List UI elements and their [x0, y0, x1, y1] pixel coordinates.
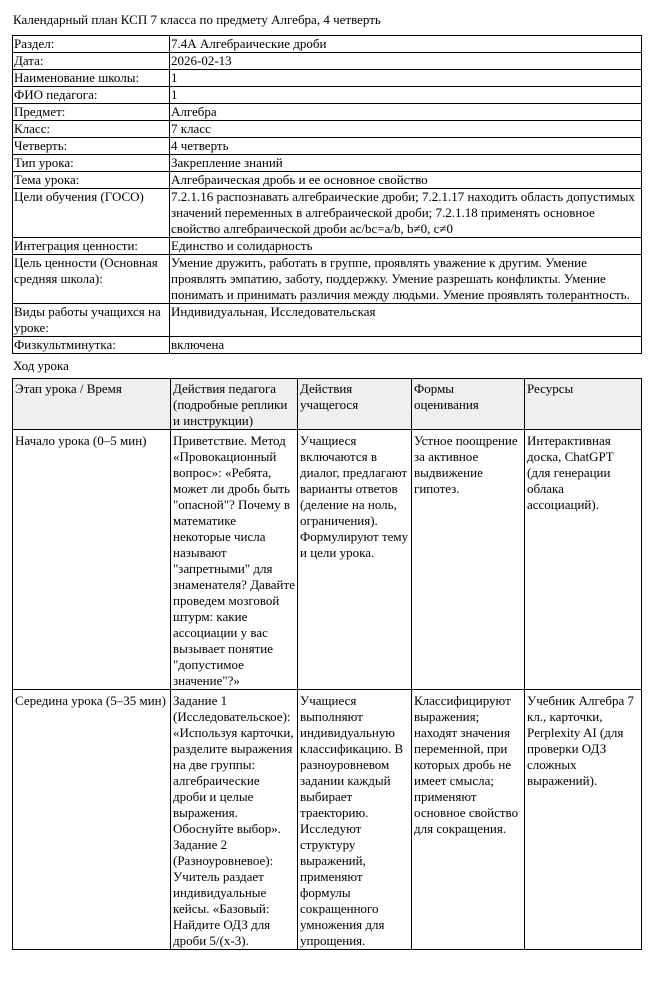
- info-row: [13, 53, 642, 70]
- info-value: 7.4А Алгебраические дроби: [170, 36, 642, 53]
- teacher-actions-cell: Приветствие. Метод «Провокационный вопрос»: «Ребята, может ли дробь быть "опасной"? Почему в математике некоторые числа называют "запретными" для знаменателя? Давайте проведем мозговой штурм: какие ассоциации у вас вызывает понятие "допустимое значение"?»: [171, 430, 298, 690]
- teacher-actions-cell: Задание 1 (Исследовательское): «Используя карточки, разделите выражения на две группы: алгебраические дроби и целые выражения. Обоснуйте выбор». Задание 2 (Разноуровневое): Учитель раздает индивидуальные кейсы. «Базовый: Найдите ОДЗ для дроби 5/(x-3).: [171, 690, 298, 950]
- header-teacher-actions: Действия педагога (подробные реплики и инструкции): [171, 379, 298, 430]
- info-row: [13, 189, 642, 238]
- info-row: [13, 70, 642, 87]
- info-row: [13, 138, 642, 155]
- info-value: Индивидуальная, Исследовательская: [170, 304, 642, 337]
- stage-cell: Середина урока (5–35 мин): [13, 690, 171, 950]
- lesson-flow-table: [12, 378, 642, 950]
- assessment-cell: Классифицируют выражения; находят значения переменной, при которых дробь не имеет смысла; применяют основное свойство для сокращения.: [412, 690, 525, 950]
- info-label: ФИО педагога:: [13, 87, 170, 104]
- assessment-cell: Устное поощрение за активное выдвижение гипотез.: [412, 430, 525, 690]
- info-value: 1: [170, 70, 642, 87]
- header-resources: Ресурсы: [525, 379, 642, 430]
- info-label: Интеграция ценности:: [13, 238, 170, 255]
- lesson-flow-heading: Ход урока: [13, 358, 69, 373]
- info-label: Предмет:: [13, 104, 170, 121]
- info-label: Тип урока:: [13, 155, 170, 172]
- info-value: 7 класс: [170, 121, 642, 138]
- info-row: [13, 104, 642, 121]
- info-value: 1: [170, 87, 642, 104]
- info-row: [13, 304, 642, 337]
- lesson-table-header-row: [13, 379, 642, 430]
- info-value: 7.2.1.16 распознавать алгебраические дроби; 7.2.1.17 находить область допустимых значений переменных в алгебраической дроби; 7.2.1.18 применять основное свойство алгебраической дроби ac/bc=a/b, b≠0, c≠0: [170, 189, 642, 238]
- lesson-row: [13, 690, 642, 950]
- info-label: Дата:: [13, 53, 170, 70]
- info-label: Физкультминутка:: [13, 337, 170, 354]
- info-row: [13, 87, 642, 104]
- student-actions-cell: Учащиеся включаются в диалог, предлагают варианты ответов (деление на ноль, ограничения). Формулируют тему и цели урока.: [298, 430, 412, 690]
- student-actions-cell: Учащиеся выполняют индивидуальную классификацию. В разноуровневом задании каждый выбирает траекторию. Исследуют структуру выражений, применяют формулы сокращенного умножения для упрощения.: [298, 690, 412, 950]
- info-row: [13, 121, 642, 138]
- info-row: [13, 172, 642, 189]
- header-stage: Этап урока / Время: [13, 379, 171, 430]
- info-value: Алгебра: [170, 104, 642, 121]
- info-label: Тема урока:: [13, 172, 170, 189]
- info-value: Единство и солидарность: [170, 238, 642, 255]
- info-value: Алгебраическая дробь и ее основное свойство: [170, 172, 642, 189]
- info-value: Умение дружить, работать в группе, проявлять уважение к другим. Умение проявлять эмпатию, заботу, поддержку. Умение разрешать конфликты. Умение понимать и принимать различия между людьми. Умение проявлять толерантность.: [170, 255, 642, 304]
- info-value: включена: [170, 337, 642, 354]
- stage-cell: Начало урока (0–5 мин): [13, 430, 171, 690]
- header-assessment: Формы оценивания: [412, 379, 525, 430]
- info-row: [13, 155, 642, 172]
- document-title: Календарный план КСП 7 класса по предмету Алгебра, 4 четверть: [13, 12, 381, 27]
- resources-cell: Учебник Алгебра 7 кл., карточки, Perplexity AI (для проверки ОДЗ сложных выражений).: [525, 690, 642, 950]
- info-label: Цели обучения (ГОСО): [13, 189, 170, 238]
- info-label: Наименование школы:: [13, 70, 170, 87]
- info-row: [13, 337, 642, 354]
- info-label: Цель ценности (Основная средняя школа):: [13, 255, 170, 304]
- info-value: 2026-02-13: [170, 53, 642, 70]
- info-row: [13, 238, 642, 255]
- info-row: [13, 36, 642, 53]
- info-label: Класс:: [13, 121, 170, 138]
- info-row: [13, 255, 642, 304]
- lesson-row: [13, 430, 642, 690]
- lesson-info-table: [12, 35, 642, 354]
- resources-cell: Интерактивная доска, ChatGPT (для генерации облака ассоциаций).: [525, 430, 642, 690]
- info-label: Четверть:: [13, 138, 170, 155]
- info-label: Виды работы учащихся на уроке:: [13, 304, 170, 337]
- info-label: Раздел:: [13, 36, 170, 53]
- info-value: 4 четверть: [170, 138, 642, 155]
- header-student-actions: Действия учащегося: [298, 379, 412, 430]
- info-value: Закрепление знаний: [170, 155, 642, 172]
